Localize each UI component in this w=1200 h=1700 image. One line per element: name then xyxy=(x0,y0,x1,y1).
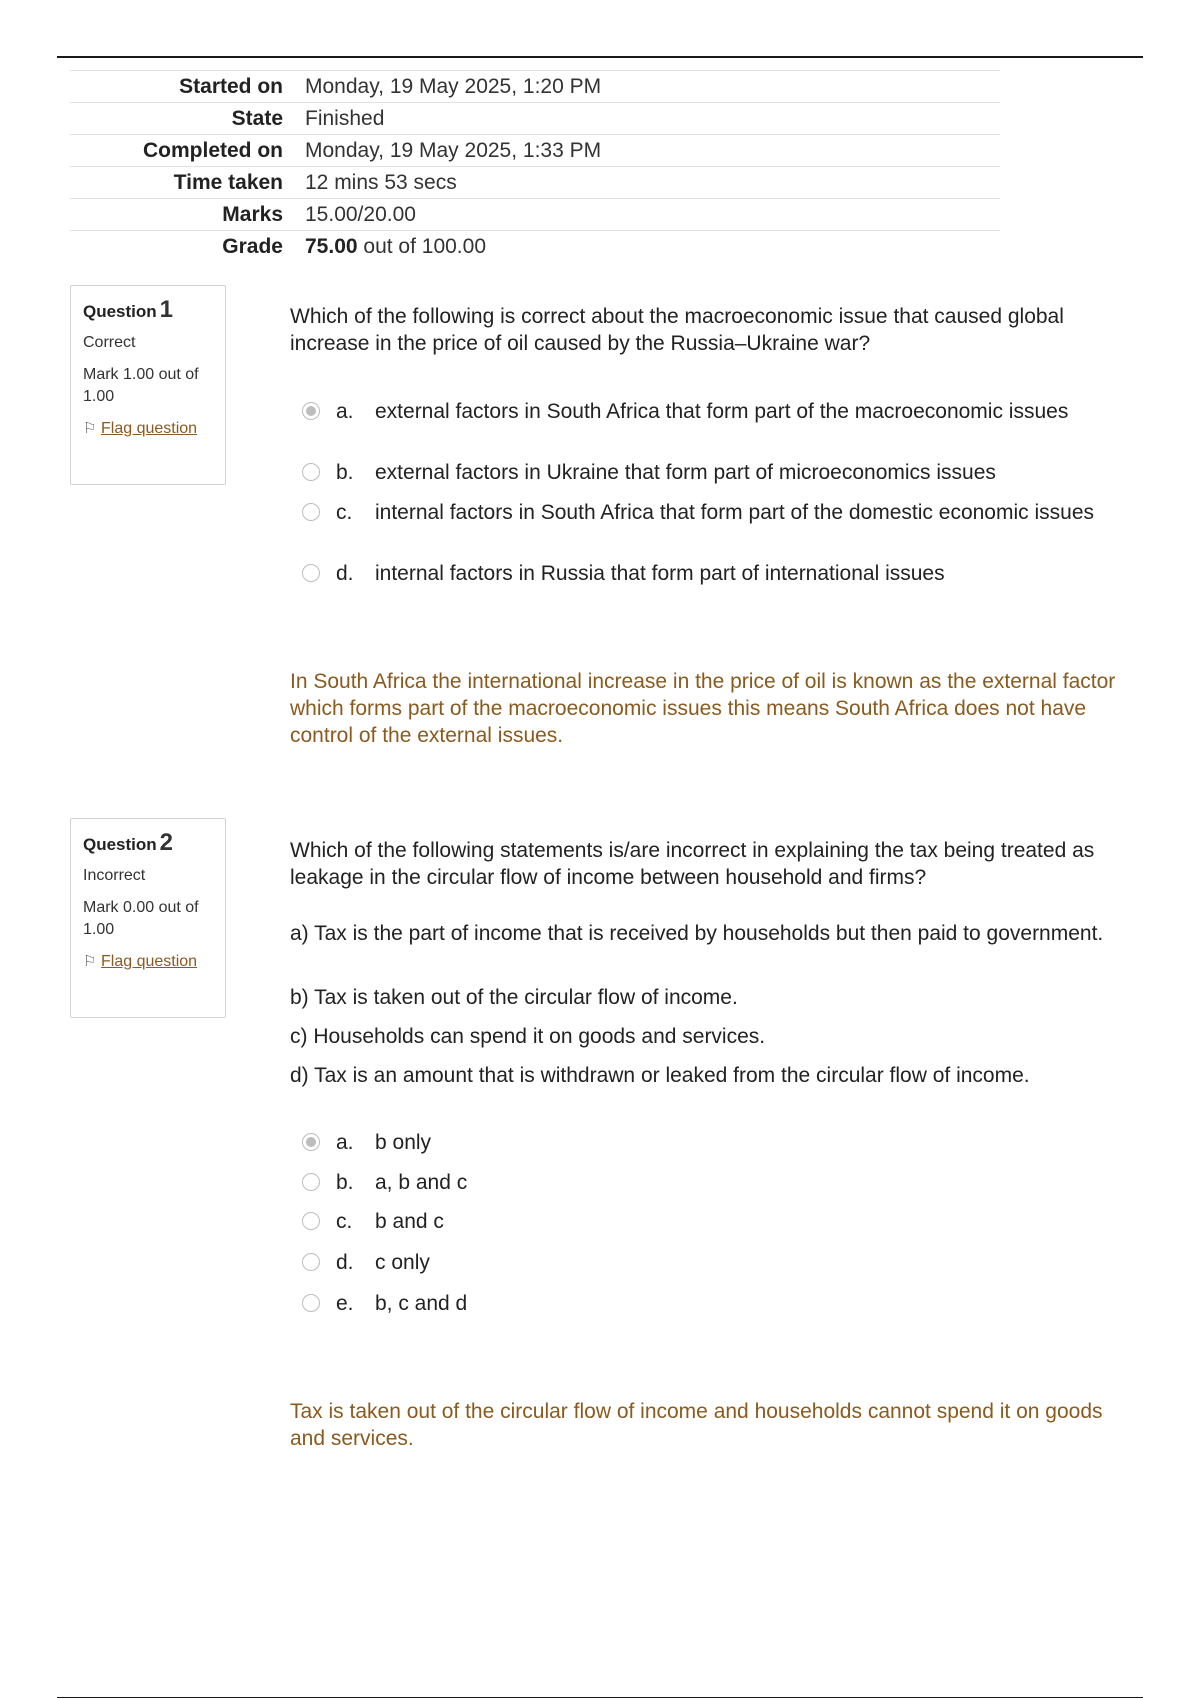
flag-question-label[interactable]: Flag question xyxy=(101,420,198,437)
summary-row-started xyxy=(70,71,1000,103)
attempt-summary-table xyxy=(70,70,1000,262)
option-letter: e. xyxy=(336,1292,354,1315)
summary-row-time-taken xyxy=(70,167,1000,199)
summary-row-completed xyxy=(70,135,1000,167)
option-text: internal factors in Russia that form part of international issues xyxy=(375,562,945,585)
summary-value: 15.00/20.00 xyxy=(305,199,1000,231)
radio-icon[interactable] xyxy=(302,1173,320,1191)
question-1-info xyxy=(70,285,226,485)
flag-question-link[interactable] xyxy=(83,951,225,972)
option-letter: d. xyxy=(336,1251,354,1274)
summary-label: State xyxy=(70,103,305,135)
question-2-info xyxy=(70,818,226,1018)
radio-selected-icon[interactable] xyxy=(302,402,320,420)
statement-c: c) Households can spend it on goods and services. xyxy=(290,1025,766,1048)
question-label: Question xyxy=(83,302,157,321)
question-1-option-c[interactable] xyxy=(302,499,1132,526)
option-letter: c. xyxy=(336,501,353,524)
statement-d: d) Tax is an amount that is withdrawn or leaked from the circular flow of income. xyxy=(290,1064,1030,1087)
question-1-option-a[interactable] xyxy=(302,398,1132,425)
question-2-option-b[interactable] xyxy=(302,1169,1132,1196)
question-1-option-b[interactable] xyxy=(302,459,1132,486)
question-2-option-e[interactable] xyxy=(302,1290,1132,1317)
option-text: b and c xyxy=(375,1210,444,1233)
option-text: b only xyxy=(375,1131,432,1154)
option-letter: b. xyxy=(336,461,354,484)
question-2-option-d[interactable] xyxy=(302,1249,1132,1276)
summary-value xyxy=(305,231,1000,263)
flag-question-link[interactable] xyxy=(83,418,225,439)
question-state: Incorrect xyxy=(83,867,146,884)
radio-icon[interactable] xyxy=(302,503,320,521)
question-number: 1 xyxy=(159,296,174,323)
option-text: c only xyxy=(375,1251,430,1274)
summary-label: Time taken xyxy=(70,167,305,199)
option-letter: a. xyxy=(336,400,354,423)
question-2-text: Which of the following statements is/are incorrect in explaining the tax being treated as leakage in the circular flow of income between household and firms? xyxy=(290,839,1095,889)
radio-icon[interactable] xyxy=(302,1212,320,1230)
question-state: Correct xyxy=(83,334,136,351)
summary-value: Monday, 19 May 2025, 1:20 PM xyxy=(305,71,1000,103)
option-letter: d. xyxy=(336,562,354,585)
flag-icon: ⚐ xyxy=(83,420,97,437)
summary-label: Completed on xyxy=(70,135,305,167)
question-2-option-c[interactable] xyxy=(302,1208,1132,1235)
statement-a: a) Tax is the part of income that is received by households but then paid to government. xyxy=(290,922,1104,945)
question-label: Question xyxy=(83,835,157,854)
option-text: external factors in South Africa that form part of the macroeconomic issues xyxy=(375,400,1069,423)
option-text: b, c and d xyxy=(375,1292,468,1315)
option-letter: c. xyxy=(336,1210,353,1233)
option-letter: b. xyxy=(336,1171,354,1194)
option-text: internal factors in South Africa that form part of the domestic economic issues xyxy=(375,501,1095,524)
question-mark: Mark 1.00 out of 1.00 xyxy=(83,366,199,405)
statement-b: b) Tax is taken out of the circular flow of income. xyxy=(290,986,738,1009)
question-heading xyxy=(83,829,225,857)
grade-out-of: out of 100.00 xyxy=(357,234,487,258)
option-letter: a. xyxy=(336,1131,354,1154)
radio-icon[interactable] xyxy=(302,564,320,582)
summary-value: 12 mins 53 secs xyxy=(305,167,1000,199)
top-rule xyxy=(57,56,1143,58)
radio-icon[interactable] xyxy=(302,1294,320,1312)
question-1-option-d[interactable] xyxy=(302,560,1132,587)
option-text: a, b and c xyxy=(375,1171,468,1194)
flag-question-label[interactable]: Flag question xyxy=(101,953,198,970)
summary-row-marks xyxy=(70,199,1000,231)
bottom-rule xyxy=(57,1697,1143,1698)
option-text: external factors in Ukraine that form part of microeconomics issues xyxy=(375,461,996,484)
summary-label: Started on xyxy=(70,71,305,103)
summary-label: Marks xyxy=(70,199,305,231)
summary-label: Grade xyxy=(70,231,305,263)
radio-icon[interactable] xyxy=(302,463,320,481)
question-mark: Mark 0.00 out of 1.00 xyxy=(83,899,199,938)
question-1-feedback: In South Africa the international increase in the price of oil is known as the external factor which forms part of the macroeconomic issues this means South Africa does not have control of the external issues. xyxy=(290,670,1116,747)
question-2-feedback: Tax is taken out of the circular flow of income and households cannot spend it on goods and services. xyxy=(290,1400,1103,1450)
question-2-option-a[interactable] xyxy=(302,1129,1132,1156)
question-heading xyxy=(83,296,225,324)
radio-selected-icon[interactable] xyxy=(302,1133,320,1151)
summary-value: Monday, 19 May 2025, 1:33 PM xyxy=(305,135,1000,167)
grade-score: 75.00 xyxy=(305,234,358,258)
flag-icon: ⚐ xyxy=(83,953,97,970)
question-1-text: Which of the following is correct about the macroeconomic issue that caused global increase in the price of oil caused by the Russia–Ukraine war? xyxy=(290,305,1064,355)
radio-icon[interactable] xyxy=(302,1253,320,1271)
summary-row-state xyxy=(70,103,1000,135)
summary-value: Finished xyxy=(305,103,1000,135)
question-number: 2 xyxy=(159,829,174,856)
summary-row-grade xyxy=(70,231,1000,263)
